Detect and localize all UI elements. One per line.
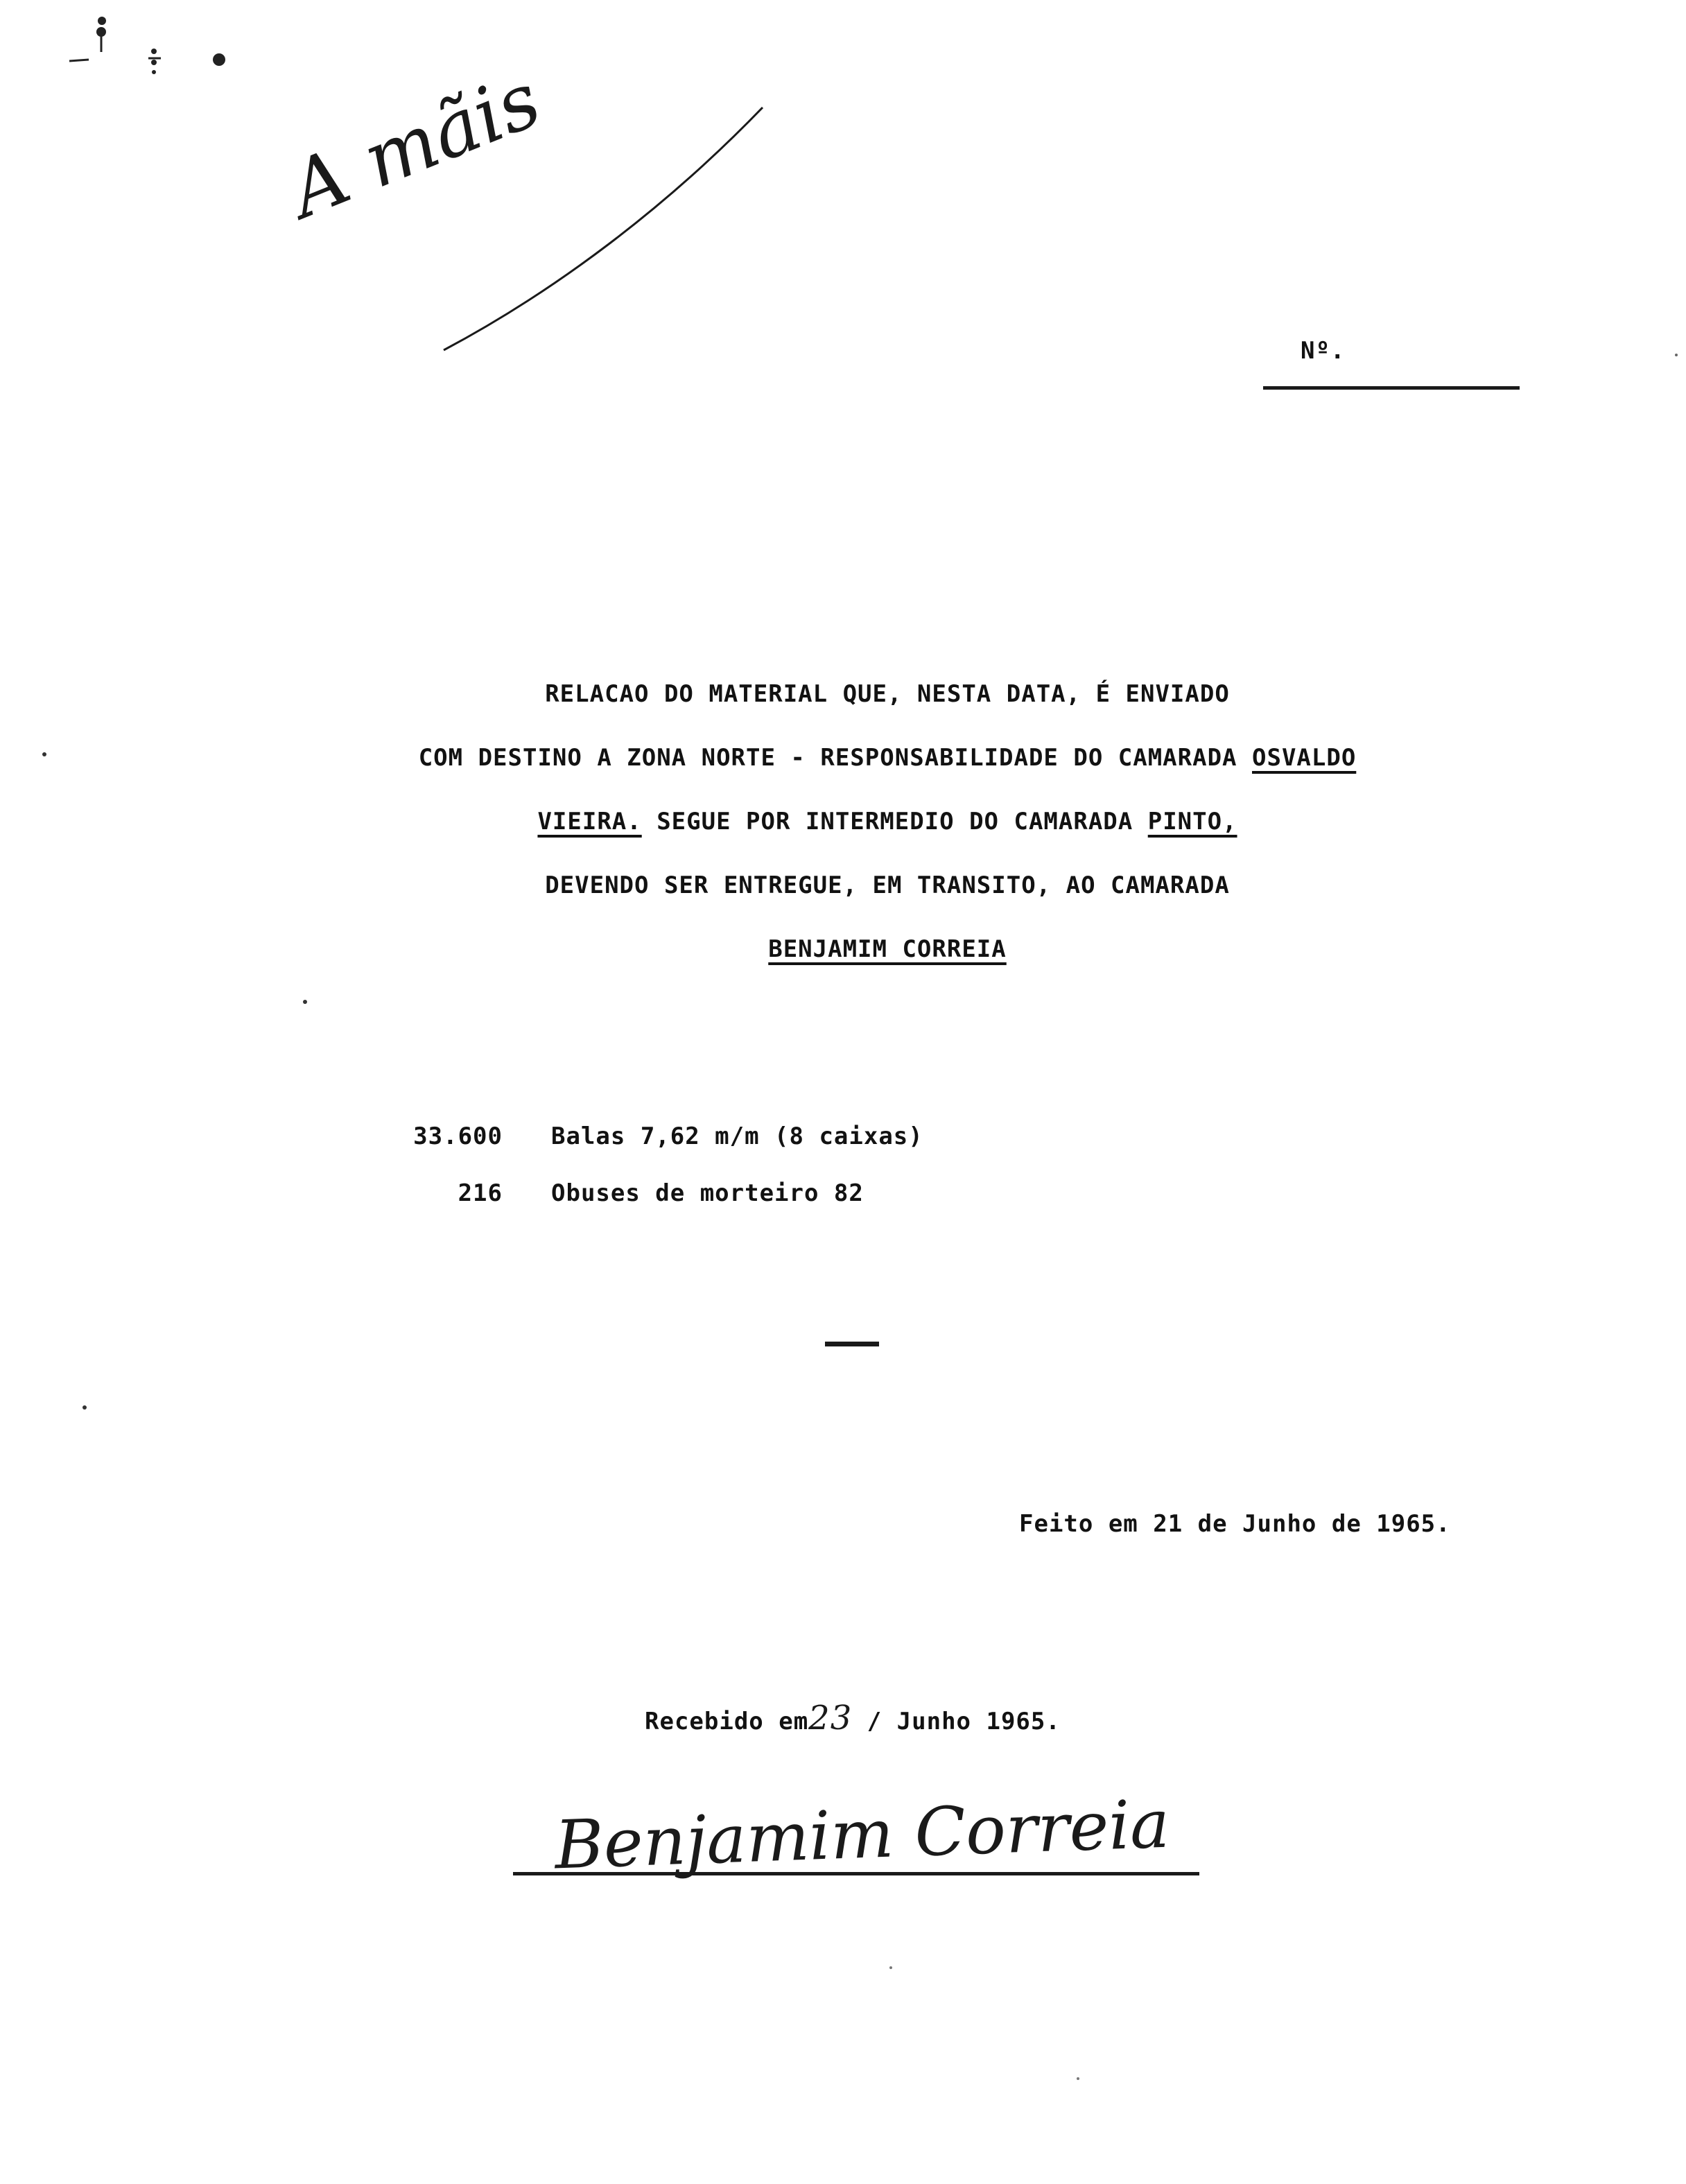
numero-label: Nº. (1301, 337, 1346, 365)
list-item (395, 1108, 923, 1165)
numero-underline (1263, 386, 1520, 390)
name-pinto: PINTO, (1147, 808, 1237, 835)
heading-line-3-text: SEGUE POR INTERMEDIO DO CAMARADA (641, 808, 1148, 835)
name-benjamim-correia: BENJAMIM CORREIA (768, 935, 1007, 963)
item-description: Balas 7,62 m/m (8 caixas) (551, 1123, 923, 1150)
item-quantity: 216 (458, 1179, 503, 1207)
item-description: Obuses de morteiro 82 (551, 1179, 864, 1207)
signature-line (513, 1872, 1199, 1875)
signature: Benjamim Correia (553, 1785, 1171, 1884)
item-quantity: 33.600 (413, 1123, 503, 1150)
heading-line-5 (360, 917, 1414, 981)
heading-line-2-text: COM DESTINO A ZONA NORTE - RESPONSABILIDADE DO CAMARADA (418, 744, 1252, 772)
heading-line-1: RELACAO DO MATERIAL QUE, NESTA DATA, É ENVIADO (545, 680, 1230, 708)
list-item (395, 1165, 923, 1222)
items-list (395, 1108, 923, 1222)
heading-line-2 (360, 726, 1414, 790)
heading-line-4: DEVENDO SER ENTREGUE, EM TRANSITO, AO CAMARADA (545, 872, 1230, 899)
heading-block (360, 662, 1414, 981)
margin-note: A mãis (277, 55, 553, 235)
recebido-rest: / Junho 1965. (852, 1708, 1061, 1735)
separator-dash (825, 1342, 879, 1346)
recebido-prefix: Recebido em (645, 1708, 809, 1735)
feito-date: Feito em 21 de Junho de 1965. (1019, 1510, 1451, 1538)
recebido-day: 23 (808, 1699, 853, 1737)
recebido-line (645, 1699, 1061, 1737)
name-osvaldo: OSVALDO (1252, 744, 1357, 772)
heading-line-3 (360, 790, 1414, 853)
name-vieira: VIEIRA. (537, 808, 642, 835)
